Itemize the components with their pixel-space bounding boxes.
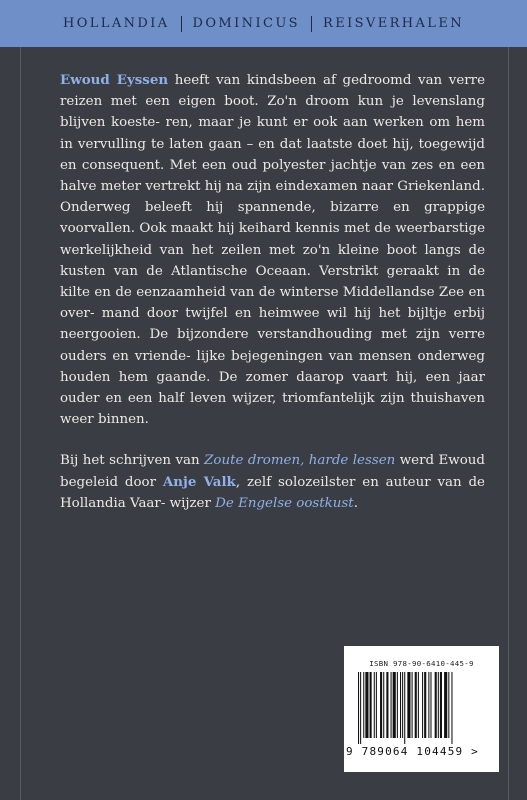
barcode-bar [428, 672, 429, 738]
barcode-bar [374, 672, 375, 738]
book-title: Zoute dromen, harde lessen [204, 453, 396, 469]
barcode-bar [415, 672, 417, 738]
barcode-bar [430, 672, 431, 738]
barcode-bar [444, 672, 447, 738]
barcode-box [344, 646, 499, 772]
coauthor-name: Anje Valk [162, 473, 236, 490]
series-separator [181, 16, 182, 32]
series-item-dominicus: DOMINICUS [192, 16, 300, 31]
barcode-bar [363, 672, 364, 738]
barcode-bar [418, 672, 419, 738]
barcode-bar [412, 672, 413, 738]
barcode-bar [380, 672, 382, 738]
barcode-bar [400, 672, 401, 738]
series-separator [311, 16, 312, 32]
barcode-bar [360, 672, 361, 744]
barcode-bar [440, 672, 442, 738]
series-item-reisverhalen: REISVERHALEN [323, 16, 465, 31]
barcode-bar [370, 672, 372, 738]
barcode-bar [451, 672, 452, 744]
barcode-bar [393, 672, 396, 738]
barcode-bar [397, 672, 398, 738]
barcode-bar [435, 672, 437, 738]
barcode-bar [424, 672, 426, 738]
barcode-bar [402, 672, 403, 738]
barcode-bar [391, 672, 392, 738]
series-item-hollandia: HOLLANDIA [62, 16, 170, 31]
barcode-bar [422, 672, 423, 738]
barcode-bar [448, 672, 449, 738]
barcode-bar [383, 672, 384, 738]
related-book-title: De Engelse oostkust [215, 495, 354, 511]
barcode-bar [358, 672, 359, 744]
barcode-bar [407, 672, 410, 738]
blurb [60, 70, 485, 534]
series-title [0, 0, 527, 47]
isbn-label: ISBN 978-90-6410-445-9 [369, 659, 474, 668]
barcode-bar [376, 672, 377, 738]
blurb-paragraph-1: Ewoud Eyssen heeft van kindsbeen af gedroomd van verre reizen met een eigen boot. Zo'n droom kun je levenslang blijven koeste- ren, maar je kunt er ook aan werken om hem in vervulling te laten gaan – en dat laatste doet hij, toegewijd en consequent. Met een oud polyester jachtje van zes en een halve meter vertrekt hij na zijn eindexamen naar Griekenland. Onderweg beleeft hij spannende, bizarre en grappige voorvallen. Ook maakt hij keihard kennis met de weerbarstige werkelijkheid van het zeilen met zo'n kleine boot langs de kusten van de Atlantische Oceaan. Verstrikt geraakt in de kilte en de eenzaamheid van de winterse Middellandse Zee en over- mand door twijfel en heimwee wil hij het bijltje erbij neergooien. De bijzondere verstandhouding met zijn verre ouders en vriende- lijke bejegeningen van mensen onderweg houden hem gaande. De zomer daarop vaart hij, een jaar ouder en een half leven wijzer, triomfantelijk zijn thuishaven weer binnen. [60, 72, 486, 428]
barcode-bar [404, 672, 405, 744]
barcode-bar [365, 672, 368, 738]
blurb-paragraph-2: Bij het schrijven van Zoute dromen, harde lessen werd Ewoud begeleid door Anje Valk, zelf solozeilster en auteur van de Hollandia Vaar- wijzer De Engelse oostkust. [60, 453, 486, 511]
barcode-bar [438, 672, 439, 738]
barcode-digits: 9 789064 104459 > [346, 745, 479, 758]
author-name: Ewoud Eyssen [60, 72, 169, 88]
barcode-bar [386, 672, 388, 738]
barcode-bars [357, 672, 490, 744]
